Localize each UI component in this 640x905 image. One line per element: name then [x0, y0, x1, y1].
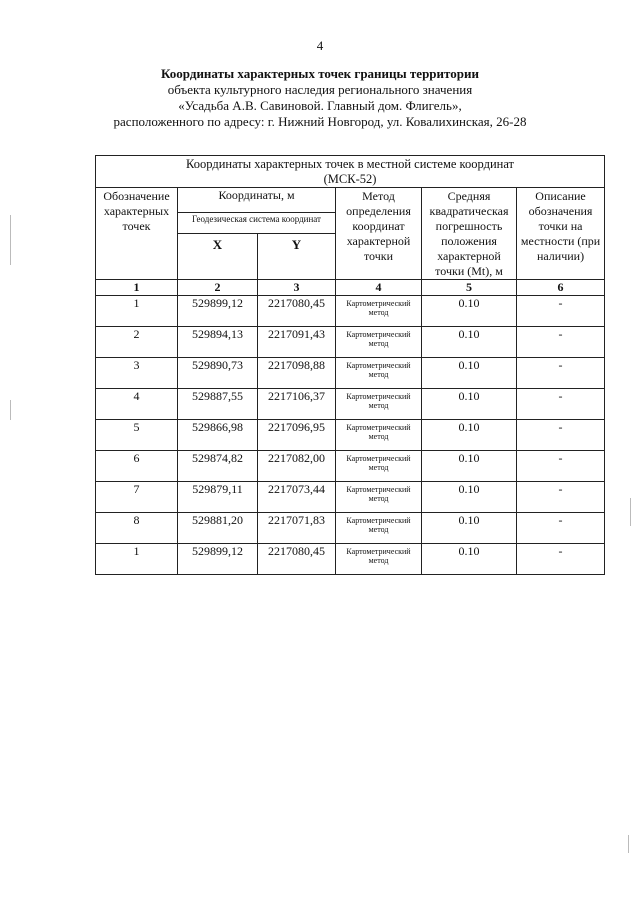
table-row [96, 389, 605, 420]
row-y-cell: 2217080,45 [258, 296, 336, 327]
row-x-cell: 529899,12 [178, 544, 258, 575]
row-x-cell: 529894,13 [178, 327, 258, 358]
header-method: Метод определения координат характерной точки [336, 188, 422, 280]
row-error-cell: 0.10 [422, 482, 517, 513]
header-x: X [178, 234, 258, 280]
coordinates-rows [96, 296, 605, 575]
row-point-cell: 5 [96, 420, 178, 451]
row-y-cell: 2217073,44 [258, 482, 336, 513]
row-method-cell: Картометрический метод [336, 296, 422, 327]
scan-artifact-mark [630, 498, 631, 526]
row-point-cell: 2 [96, 327, 178, 358]
column-number: 6 [517, 280, 605, 296]
column-number: 1 [96, 280, 178, 296]
row-y-cell: 2217080,45 [258, 544, 336, 575]
row-y-cell: 2217106,37 [258, 389, 336, 420]
row-description-cell: - [517, 296, 605, 327]
table-row [96, 296, 605, 327]
table-row [96, 544, 605, 575]
row-y-cell: 2217091,43 [258, 327, 336, 358]
row-x-cell: 529866,98 [178, 420, 258, 451]
row-error-cell: 0.10 [422, 513, 517, 544]
row-x-cell: 529890,73 [178, 358, 258, 389]
row-error-cell: 0.10 [422, 296, 517, 327]
table-caption [96, 156, 605, 188]
row-point-cell: 1 [96, 296, 178, 327]
row-method-cell: Картометрический метод [336, 544, 422, 575]
row-error-cell: 0.10 [422, 451, 517, 482]
table-caption-line1: Координаты характерных точек в местной системе координат [186, 157, 515, 171]
table-row [96, 420, 605, 451]
row-x-cell: 529899,12 [178, 296, 258, 327]
table-row [96, 513, 605, 544]
table-row [96, 358, 605, 389]
row-method-cell: Картометрический метод [336, 327, 422, 358]
row-y-cell: 2217096,95 [258, 420, 336, 451]
column-number: 3 [258, 280, 336, 296]
row-description-cell: - [517, 513, 605, 544]
heading-object-name: «Усадьба А.В. Савиновой. Главный дом. Флигель», [178, 98, 462, 113]
row-x-cell: 529874,82 [178, 451, 258, 482]
row-error-cell: 0.10 [422, 358, 517, 389]
row-description-cell: - [517, 327, 605, 358]
scan-artifact-mark [10, 215, 11, 265]
coordinates-table [95, 155, 605, 575]
row-description-cell: - [517, 482, 605, 513]
row-x-cell: 529879,11 [178, 482, 258, 513]
row-x-cell: 529881,20 [178, 513, 258, 544]
closing-divider-line [232, 574, 500, 575]
column-number: 4 [336, 280, 422, 296]
row-point-cell: 8 [96, 513, 178, 544]
row-error-cell: 0.10 [422, 420, 517, 451]
row-method-cell: Картометрический метод [336, 482, 422, 513]
row-description-cell: - [517, 389, 605, 420]
row-description-cell: - [517, 544, 605, 575]
column-number: 2 [178, 280, 258, 296]
column-number-row [96, 280, 605, 296]
row-method-cell: Картометрический метод [336, 420, 422, 451]
heading-object-type: объекта культурного наследия регионального значения [167, 82, 473, 97]
row-description-cell: - [517, 358, 605, 389]
page-number: 4 [316, 38, 324, 53]
row-point-cell: 1 [96, 544, 178, 575]
row-point-cell: 4 [96, 389, 178, 420]
column-number: 5 [422, 280, 517, 296]
row-error-cell: 0.10 [422, 544, 517, 575]
header-y: Y [258, 234, 336, 280]
row-error-cell: 0.10 [422, 327, 517, 358]
header-description: Описание обозначения точки на местности (при наличии) [517, 188, 605, 280]
table-row [96, 482, 605, 513]
row-y-cell: 2217082,00 [258, 451, 336, 482]
table-row [96, 327, 605, 358]
row-method-cell: Картометрический метод [336, 451, 422, 482]
table-row [96, 451, 605, 482]
scan-artifact-mark [10, 400, 11, 420]
table-caption-line2: (МСК-52) [323, 172, 377, 186]
row-x-cell: 529887,55 [178, 389, 258, 420]
row-method-cell: Картометрический метод [336, 389, 422, 420]
heading-address: расположенного по адресу: г. Нижний Новгород, ул. Ковалихинская, 26-28 [113, 114, 527, 129]
scan-artifact-mark [628, 835, 629, 853]
document-heading [0, 66, 640, 130]
header-geodetic-system: Геодезическая система координат [178, 213, 336, 234]
row-method-cell: Картометрический метод [336, 358, 422, 389]
row-y-cell: 2217098,88 [258, 358, 336, 389]
header-coordinates: Координаты, м [178, 188, 336, 213]
header-error: Средняя квадратическая погрешность положения характерной точки (Mt), м [422, 188, 517, 280]
row-method-cell: Картометрический метод [336, 513, 422, 544]
row-y-cell: 2217071,83 [258, 513, 336, 544]
row-description-cell: - [517, 420, 605, 451]
row-point-cell: 7 [96, 482, 178, 513]
header-point-designation: Обозначение характерных точек [96, 188, 178, 280]
row-point-cell: 3 [96, 358, 178, 389]
row-error-cell: 0.10 [422, 389, 517, 420]
document-title: Координаты характерных точек границы территории [161, 66, 479, 81]
row-description-cell: - [517, 451, 605, 482]
row-point-cell: 6 [96, 451, 178, 482]
